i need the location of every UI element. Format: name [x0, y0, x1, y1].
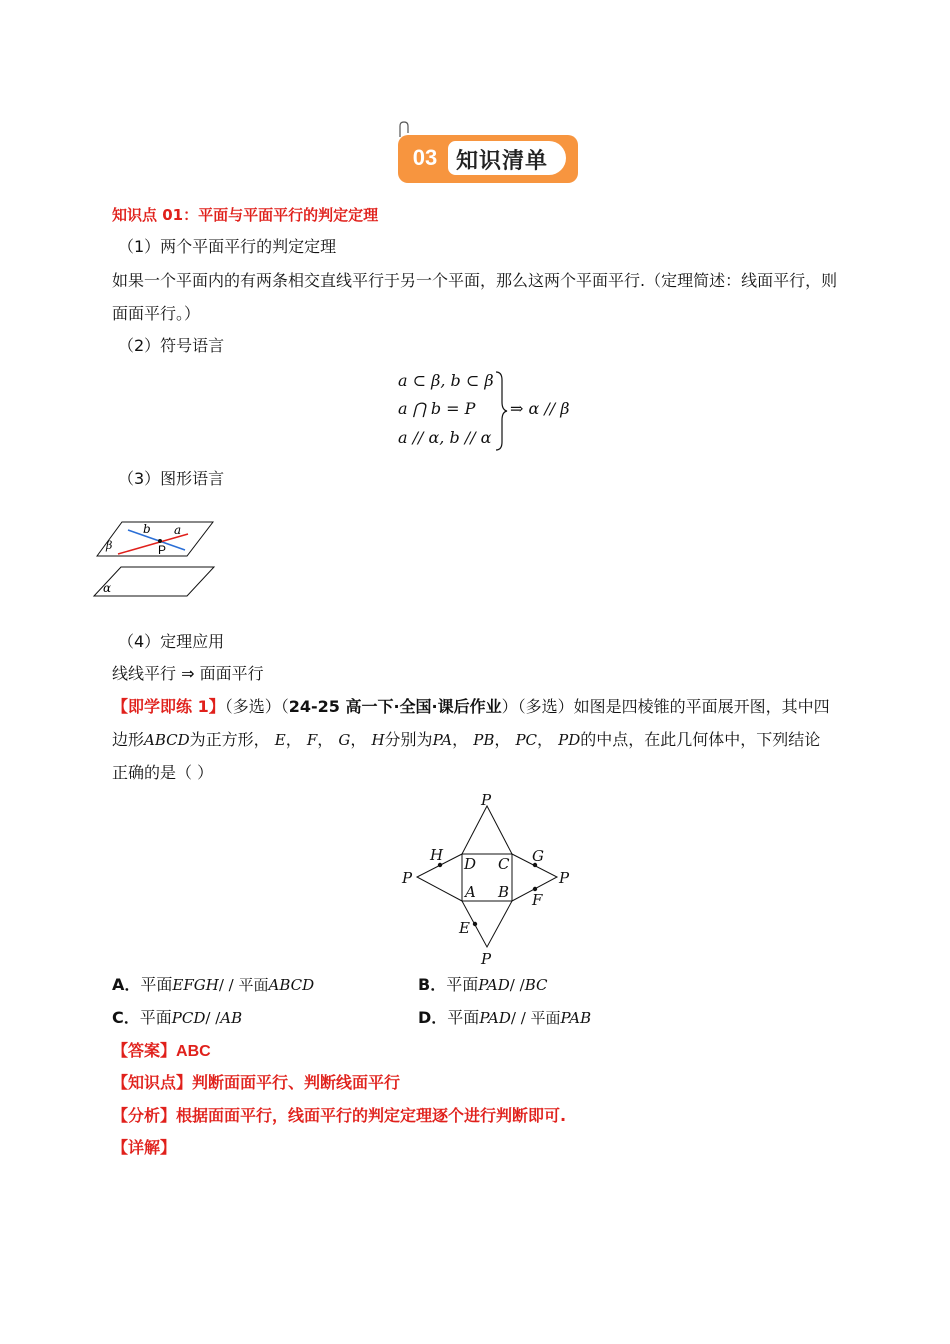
- heading-figure-language: （3）图形语言: [118, 469, 225, 488]
- comma: ，: [537, 730, 554, 749]
- math-h: H: [371, 731, 385, 749]
- math-pb: PB: [473, 731, 495, 749]
- detail-tag: 【详解】: [112, 1138, 177, 1157]
- analysis-line: [112, 1105, 566, 1127]
- exercise-line2-b: 为正方形，: [189, 730, 270, 749]
- exercise-part1: （多选）（: [224, 697, 289, 716]
- comma: ，: [452, 730, 469, 749]
- label-p-top: P: [481, 791, 492, 809]
- option-c-mid: / /: [205, 1009, 221, 1027]
- comma: ，: [285, 730, 302, 749]
- option-a-math2: ABCD: [268, 976, 315, 994]
- application-text: 线线平行 ⇒ 面面平行: [112, 664, 264, 683]
- option-a-mid: / / 平面: [218, 976, 269, 994]
- option-c-math2: AB: [220, 1009, 243, 1027]
- option-b-math2: BC: [524, 976, 548, 994]
- option-d-math2: PAB: [560, 1009, 592, 1027]
- label-h: H: [430, 846, 444, 864]
- exercise-line2-a: 边形: [112, 730, 145, 749]
- heading-symbol-language: （2）符号语言: [118, 336, 225, 355]
- line-a: [118, 534, 188, 554]
- label-a: a: [174, 523, 182, 537]
- symbol-conclusion: ⇒ α // β: [510, 399, 570, 418]
- label-g: G: [532, 847, 544, 865]
- math-f: F: [306, 731, 318, 749]
- exercise-line2-c: 分别为: [384, 730, 433, 749]
- option-c-math1: PCD: [171, 1009, 206, 1027]
- detail-line: [112, 1137, 176, 1159]
- analysis-value: 根据面面平行，线面平行的判定定理逐个进行判断即可.: [176, 1106, 567, 1125]
- analysis-tag: 【分析】: [112, 1106, 177, 1125]
- label-c: C: [498, 855, 510, 873]
- option-d-mid: / / 平面: [510, 1009, 561, 1027]
- option-d-pre: 平面: [447, 1008, 480, 1027]
- label-alpha: α: [103, 581, 112, 595]
- option-a-math1: EFGH: [172, 976, 219, 994]
- label-e: E: [459, 919, 470, 937]
- comma: ，: [317, 730, 334, 749]
- heading-theorem: （1）两个平面平行的判定定理: [118, 237, 337, 256]
- badge-title: 知识清单: [456, 149, 549, 174]
- theorem-text-line1: 如果一个平面内的有两条相交直线平行于另一个平面，那么这两个平面平行.（定理简述：线面平行，则: [112, 271, 838, 290]
- heading-application: （4）定理应用: [118, 632, 225, 651]
- option-d-letter: D．: [418, 1008, 448, 1027]
- label-a: A: [465, 883, 476, 901]
- section-title: 知识点 01：平面与平面平行的判定定理: [112, 206, 379, 224]
- plane-alpha: [94, 567, 214, 596]
- option-b-math1: PAD: [478, 976, 510, 994]
- math-g: G: [338, 731, 351, 749]
- symbol-line-1: a ⊂ β, b ⊂ β: [398, 371, 494, 390]
- triangle-top: [462, 806, 512, 854]
- knowledge-value: 判断面面平行、判断线面平行: [192, 1073, 401, 1092]
- exercise-line2-d: 的中点，在此几何体中，下列结论: [580, 730, 821, 749]
- symbol-line-2: a ⋂ b = P: [398, 399, 476, 418]
- label-p-left: P: [402, 869, 413, 887]
- option-c-letter: C．: [112, 1008, 140, 1027]
- comma: ，: [350, 730, 367, 749]
- pyramid-net-figure: [396, 790, 576, 968]
- option-a-pre: 平面: [140, 975, 173, 994]
- label-p-right: P: [559, 869, 570, 887]
- exercise-line-1: [112, 696, 830, 718]
- answer-line: [112, 1040, 211, 1063]
- math-pc: PC: [515, 731, 538, 749]
- comma: ，: [494, 730, 511, 749]
- option-b-mid: / /: [509, 976, 525, 994]
- label-d: D: [464, 855, 477, 873]
- parallel-planes-figure: [90, 514, 220, 604]
- symbol-line-3: a // α, b // α: [398, 428, 492, 447]
- exercise-source: 24-25 高一下·全国·课后作业: [288, 697, 502, 716]
- option-a[interactable]: [112, 974, 314, 996]
- option-b[interactable]: [418, 974, 547, 996]
- answer-tag: 【答案】: [112, 1041, 177, 1060]
- option-b-pre: 平面: [446, 975, 479, 994]
- math-e: E: [274, 731, 286, 749]
- label-f: F: [532, 891, 543, 909]
- option-b-letter: B．: [418, 975, 447, 994]
- option-a-letter: A．: [112, 975, 141, 994]
- section-badge: [398, 135, 578, 183]
- exercise-tag: 【即学即练 1】: [112, 697, 225, 716]
- option-d[interactable]: [418, 1007, 591, 1029]
- point-e: [473, 922, 477, 926]
- exercise-line-3: 正确的是（ ）: [112, 763, 214, 782]
- label-p-bottom: P: [481, 950, 492, 968]
- answer-value: ABC: [176, 1043, 211, 1060]
- theorem-text: [112, 264, 864, 330]
- option-d-math1: PAD: [479, 1009, 511, 1027]
- label-b: B: [498, 883, 510, 901]
- exercise-part2: ）（多选）如图是四棱锥的平面展开图，其中四: [501, 697, 830, 716]
- right-brace: [494, 370, 508, 452]
- label-p: P: [158, 543, 167, 557]
- math-pd: PD: [558, 731, 581, 749]
- math-abcd: ABCD: [144, 731, 190, 749]
- theorem-text-line2: 面面平行。）: [112, 304, 201, 323]
- option-c-pre: 平面: [139, 1008, 172, 1027]
- knowledge-line: [112, 1072, 400, 1094]
- label-beta: β: [106, 539, 113, 552]
- badge-number: 03: [412, 145, 438, 170]
- math-pa: PA: [432, 731, 453, 749]
- option-c[interactable]: [112, 1007, 242, 1029]
- knowledge-tag: 【知识点】: [112, 1073, 193, 1092]
- label-b: b: [143, 522, 151, 536]
- exercise-line-2: [112, 729, 820, 751]
